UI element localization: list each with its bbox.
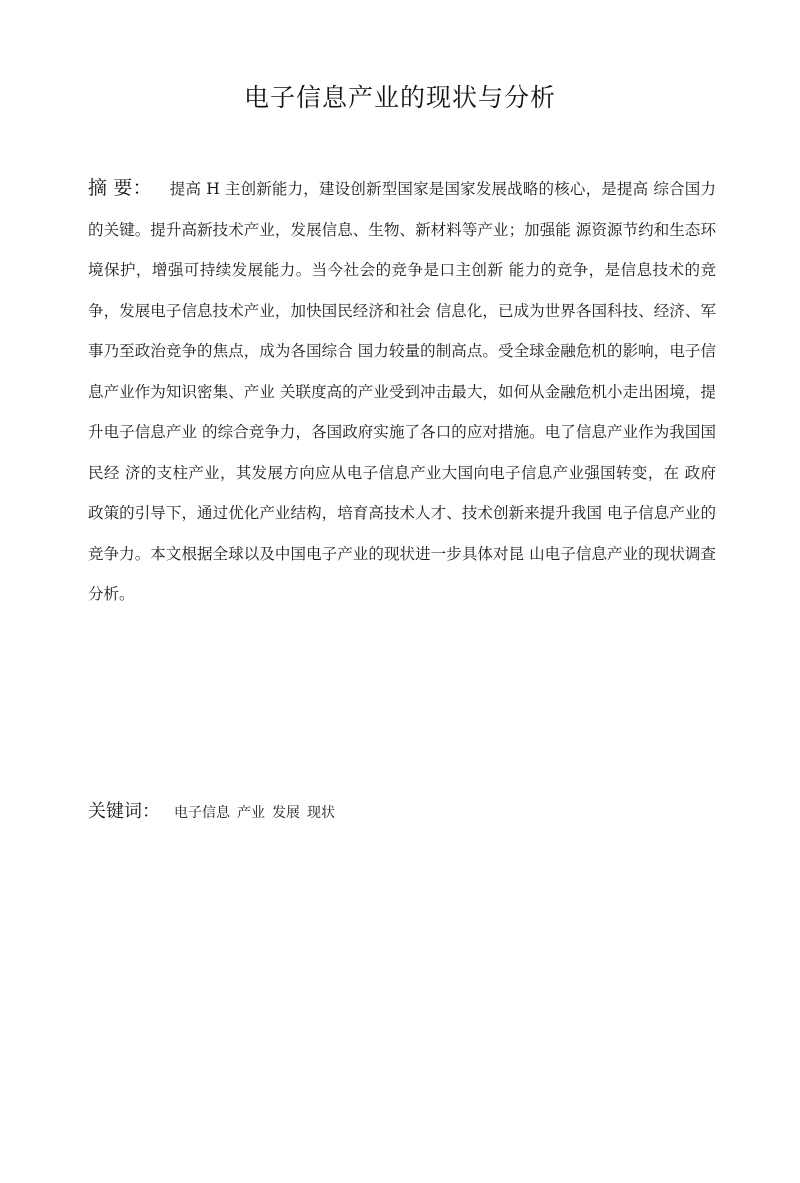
keyword-item: 产业 [237, 805, 265, 821]
document-title: 电子信息产业的现状与分析 [243, 83, 556, 112]
abstract-text: 提高 H 主创新能力，建设创新型国家是国家发展战略的核心，是提高 综合国力的关键。提升高新技术产业，发展信息、生物、新材料等产业；加强能 源资源节约和生态环境保护，增强可持续发展能力。当今社会的竞争是口主创新 能力的竞争，是信息技术的竞争，发展电子信息技术产业，加快国民经济和社会 信息化，已成为世界各国科技、经济、军事乃至政治竞争的焦点，成为各国综合 国力较量的制高点。受全球金融危机的影响，电子信息产业作为知识密集、产业 关联度高的产业受到冲击最大，如何从金融危机小走出困境，提升电子信息产业 的综合竞争力，各国政府实施了各口的应对措施。电了信息产业作为我国国民经 济的支柱产业，其发展方向应从电子信息产业大国向电子信息产业强国转变，在 政府政策的引导下，通过优化产业结构，培育高技术人才、技术创新来提升我国 电子信息产业的竞争力。本文根据全球以及中国电子产业的现状进一步具体对昆 山电子信息产业的现状调查分析。 [88, 180, 716, 603]
keyword-item: 现状 [307, 805, 335, 821]
keyword-item: 发展 [272, 805, 300, 821]
abstract-section [88, 168, 716, 615]
abstract-label: 摘 要： [88, 177, 152, 199]
keywords-label: 关键词： [88, 801, 160, 822]
keywords-section [88, 797, 342, 823]
keyword-item: 电子信息 [174, 805, 230, 821]
